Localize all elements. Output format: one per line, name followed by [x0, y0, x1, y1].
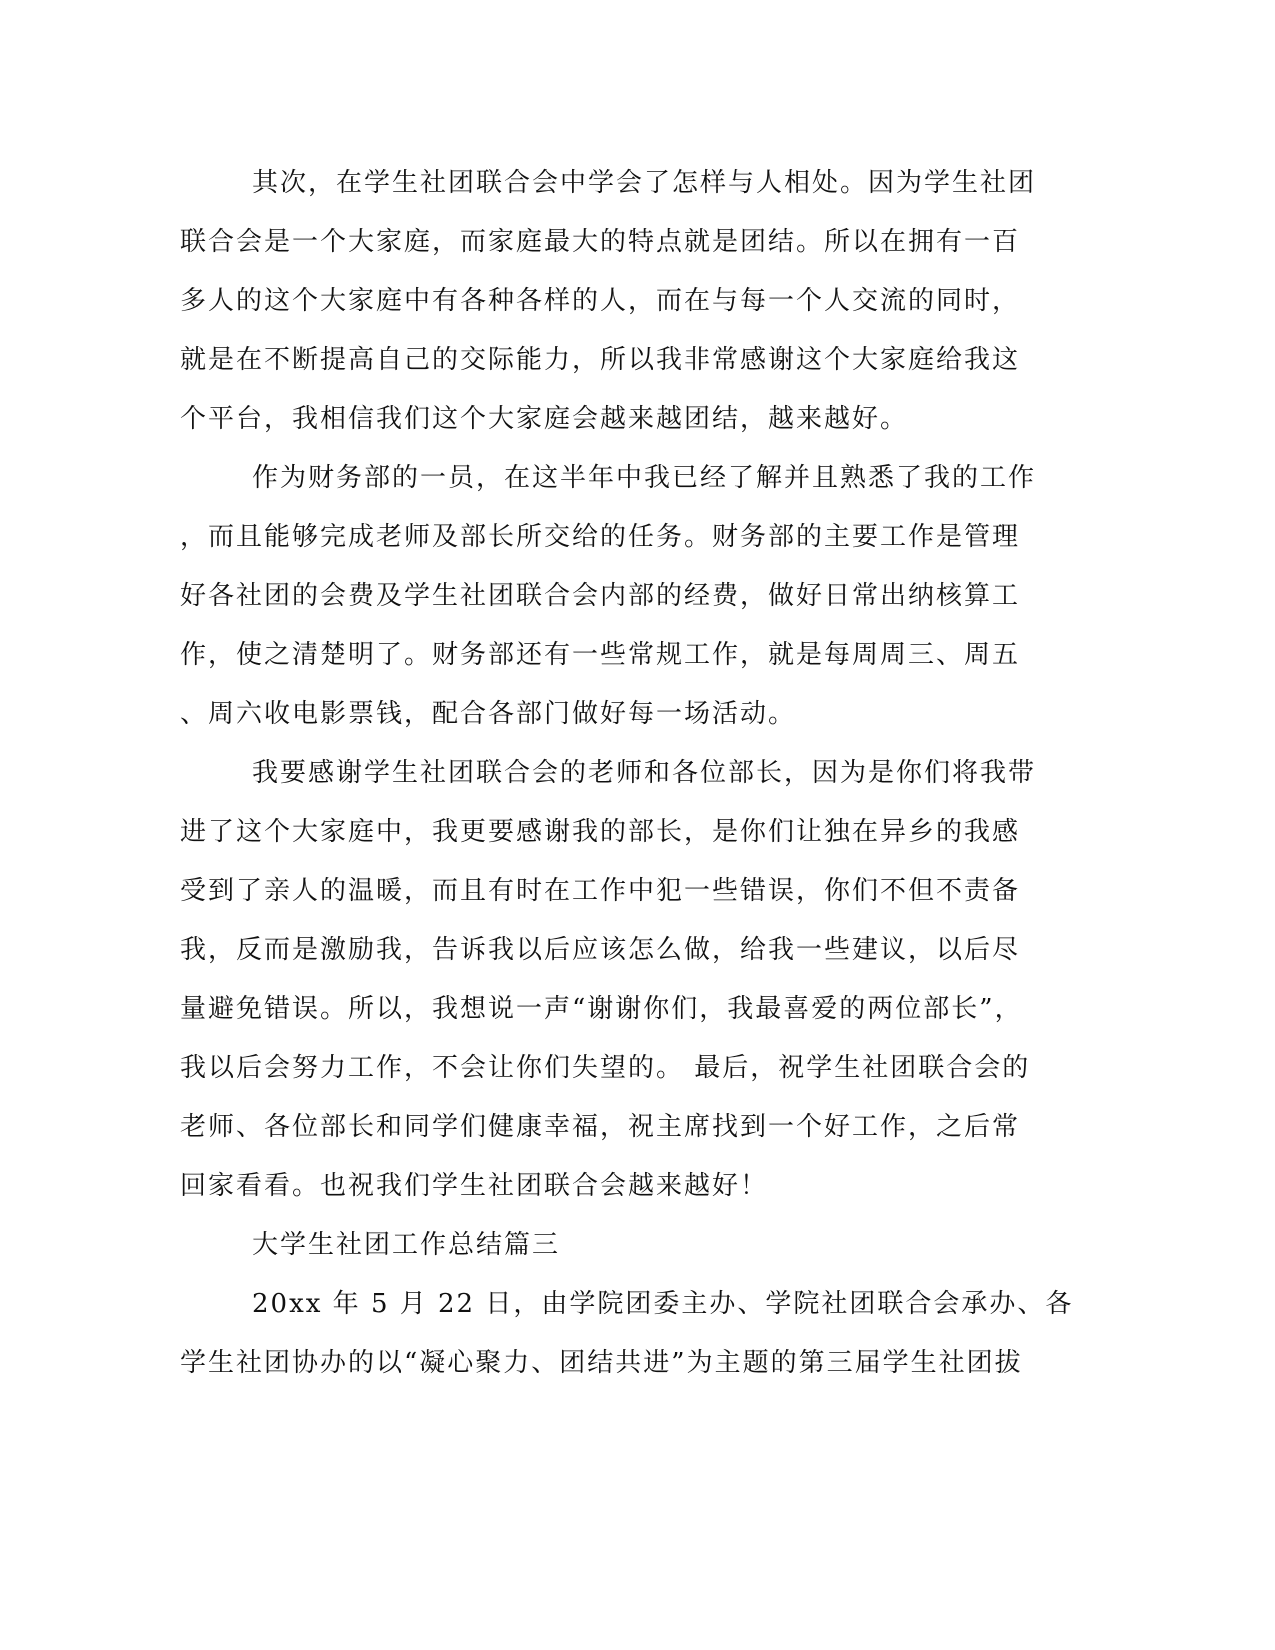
section-heading: 大学生社团工作总结篇三	[252, 1230, 561, 1260]
paragraph-line: 作为财务部的一员，在这半年中我已经了解并且熟悉了我的工作	[252, 463, 1037, 493]
paragraph-line: 受到了亲人的温暖，而且有时在工作中犯一些错误，你们不但不责备	[180, 876, 1021, 906]
paragraph-line: 20xx 年 5 月 22 日，由学院团委主办、学院社团联合会承办、各	[252, 1289, 1074, 1319]
paragraph-line: 多人的这个大家庭中有各种各样的人，而在与每一个人交流的同时，	[180, 286, 1021, 316]
paragraph-line: 就是在不断提高自己的交际能力，所以我非常感谢这个大家庭给我这	[180, 345, 1021, 375]
paragraph-line: 好各社团的会费及学生社团联合会内部的经费，做好日常出纳核算工	[180, 581, 1021, 611]
paragraph-line: 量避免错误。所以，我想说一声“谢谢你们，我最喜爱的两位部长”，	[180, 994, 1023, 1024]
paragraph-line: 个平台，我相信我们这个大家庭会越来越团结，越来越好。	[180, 404, 909, 434]
paragraph-line: 学生社团协办的以“凝心聚力、团结共进”为主题的第三届学生社团拔	[180, 1348, 1023, 1378]
paragraph-line: 进了这个大家庭中，我更要感谢我的部长，是你们让独在异乡的我感	[180, 817, 1021, 847]
paragraph-line: 我以后会努力工作，不会让你们失望的。 最后，祝学生社团联合会的	[180, 1053, 1031, 1083]
paragraph-line: 联合会是一个大家庭，而家庭最大的特点就是团结。所以在拥有一百	[180, 227, 1021, 257]
paragraph-line: 作，使之清楚明了。财务部还有一些常规工作，就是每周周三、周五	[180, 640, 1021, 670]
paragraph-line: 其次，在学生社团联合会中学会了怎样与人相处。因为学生社团	[252, 168, 1037, 198]
paragraph-line: ，而且能够完成老师及部长所交给的任务。财务部的主要工作是管理	[180, 522, 1021, 552]
paragraph-line: 我，反而是激励我，告诉我以后应该怎么做，给我一些建议，以后尽	[180, 935, 1021, 965]
paragraph-line: 我要感谢学生社团联合会的老师和各位部长，因为是你们将我带	[252, 758, 1037, 788]
paragraph-line: 回家看看。也祝我们学生社团联合会越来越好！	[180, 1171, 769, 1201]
paragraph-line: 老师、各位部长和同学们健康幸福，祝主席找到一个好工作，之后常	[180, 1112, 1021, 1142]
paragraph-line: 、周六收电影票钱，配合各部门做好每一场活动。	[180, 699, 797, 729]
